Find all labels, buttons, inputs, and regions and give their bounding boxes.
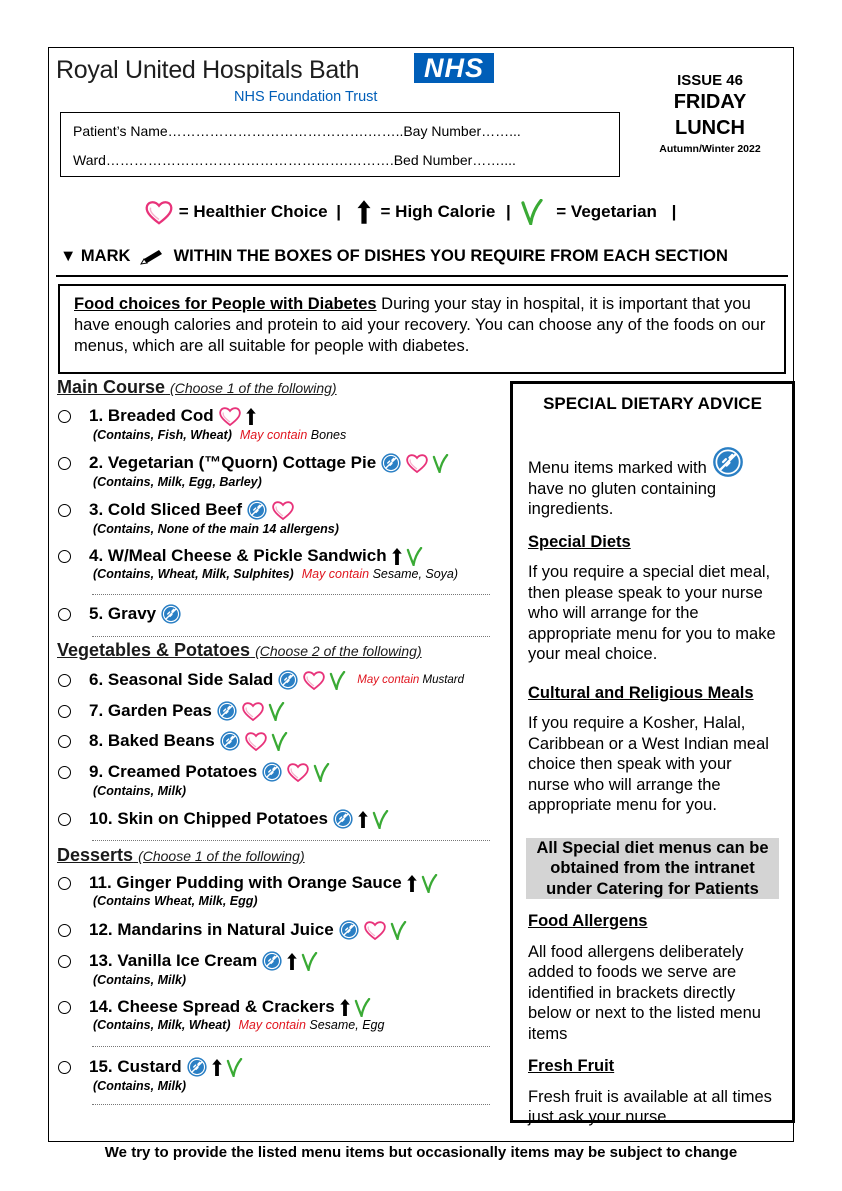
allergen-note: [93, 1079, 246, 1093]
contains-text: (Contains, Milk): [93, 973, 187, 987]
item-name: 7. Garden Peas: [89, 701, 212, 720]
allergen-note: [93, 475, 452, 489]
arrow-up-icon: [356, 199, 372, 225]
gluten-free-icon: [219, 732, 241, 749]
item-icons: [261, 950, 321, 972]
item-icons: [338, 919, 410, 941]
gluten-free-icon: [338, 921, 360, 938]
choice-radio[interactable]: [58, 766, 71, 779]
contains-text: (Contains, Wheat, Milk, Sulphites): [93, 567, 294, 581]
item-name: 15. Custard: [89, 1057, 182, 1076]
cultural-meals-title: Cultural and Religious Meals: [528, 683, 754, 702]
choice-radio[interactable]: [58, 735, 71, 748]
ward-line[interactable]: Ward…………………………………………….……….Bed Number……....: [73, 152, 516, 168]
menu-item: [58, 452, 452, 489]
choice-radio[interactable]: [58, 877, 71, 890]
item-name: 3. Cold Sliced Beef: [89, 500, 243, 519]
diabetes-text: During your stay in hospital, it is important that you have enough calories and protein to aid your recovery. You can choose any of the foods on our menus, which are all suitable for people with diabetes.: [74, 295, 766, 355]
menu-item: [58, 405, 346, 442]
may-contain-value: Sesame, Soya): [372, 567, 459, 581]
special-diets-title: Special Diets: [528, 532, 631, 551]
menu-item: [58, 546, 458, 581]
item-icons: [160, 603, 185, 625]
item-separator: [92, 1104, 490, 1105]
leaf-icon: [268, 702, 285, 719]
leaf-icon: [301, 952, 318, 969]
item-icons: [339, 998, 374, 1017]
gluten-free-icon: [246, 501, 268, 518]
heart-icon: [144, 198, 174, 226]
arrow-up-icon: [391, 547, 403, 564]
item-separator: [92, 1046, 490, 1047]
heart-icon: [405, 454, 429, 471]
heart-icon: [218, 407, 242, 424]
item-icons: [219, 730, 291, 752]
hospital-name: Royal United Hospitals Bath: [56, 56, 360, 84]
section-hint: (Choose 1 of the following): [138, 848, 305, 864]
may-contain-value: Mustard: [422, 674, 465, 686]
may-contain-value: Sesame, Egg: [309, 1018, 385, 1032]
menu-item: [58, 761, 333, 798]
item-name: 1. Breaded Cod: [89, 406, 214, 425]
choice-radio[interactable]: [58, 674, 71, 687]
leaf-icon: [329, 671, 346, 688]
section-title: Main Course: [57, 377, 166, 397]
allergen-note: [93, 1018, 384, 1032]
gluten-free-icon: [711, 445, 745, 479]
fresh-fruit-text: Fresh fruit is available at all times just ask your nurse: [528, 1087, 772, 1126]
contains-text: (Contains, None of the main 14 allergens): [93, 522, 339, 536]
item-icons: [277, 669, 349, 691]
menu-item: [58, 997, 384, 1032]
choice-radio[interactable]: [58, 1001, 71, 1014]
issue-season: Autumn/Winter 2022: [659, 143, 761, 155]
section-hint: (Choose 2 of the following): [255, 643, 422, 659]
gluten-free-icon: [380, 454, 402, 471]
gluten-note-b: have no gluten containing ingredients.: [528, 479, 717, 518]
leaf-icon: [271, 732, 288, 749]
allergen-note: [93, 428, 346, 442]
fresh-fruit-title: Fresh Fruit: [528, 1057, 615, 1075]
food-allergens-title: Food Allergens: [528, 912, 648, 930]
item-name: 5. Gravy: [89, 604, 157, 623]
arrow-up-icon: [406, 874, 418, 891]
special-dietary-advice: [510, 381, 795, 1126]
menu-item: [58, 499, 339, 536]
heart-icon: [241, 702, 265, 719]
item-icons: [216, 700, 288, 722]
allergen-note: [93, 522, 339, 536]
gluten-note-a: Menu items marked with: [528, 458, 707, 477]
item-icons: [391, 547, 426, 566]
gluten-free-icon: [332, 810, 354, 827]
choice-radio[interactable]: [58, 504, 71, 517]
diabetes-title: Food choices for People with Diabetes: [74, 295, 377, 313]
pencil-icon: [139, 248, 165, 266]
issue-day: FRIDAY: [673, 91, 747, 113]
item-name: 10. Skin on Chipped Potatoes: [89, 809, 328, 828]
leaf-icon: [372, 810, 389, 827]
menu-item: [58, 808, 392, 830]
instruction-text: WITHIN THE BOXES OF DISHES YOU REQUIRE FROM EACH SECTION: [173, 247, 728, 265]
may-contain-label: May contain: [239, 428, 308, 442]
item-separator: [92, 840, 490, 841]
choice-radio[interactable]: [58, 410, 71, 423]
section-vegetables: [57, 640, 422, 661]
arrow-up-icon: [211, 1058, 223, 1075]
may-contain-label: May contain: [357, 674, 420, 686]
leaf-icon: [520, 199, 544, 225]
nhs-logo: NHS: [414, 53, 494, 83]
may-contain-label: May contain: [238, 1018, 306, 1032]
icon-legend: [144, 198, 676, 226]
contains-text: (Contains, Milk): [93, 784, 187, 798]
cultural-meals-text: If you require a Kosher, Halal, Caribbean or a West Indian meal choice then speak with your nurse who will arrange the appropriate menu for you.: [528, 714, 769, 814]
item-name: 13. Vanilla Ice Cream: [89, 951, 258, 970]
legend-sep-3: |: [671, 202, 677, 221]
choice-radio[interactable]: [58, 550, 71, 563]
arrow-up-icon: [339, 998, 351, 1015]
arrow-up-icon: [245, 407, 257, 424]
gluten-free-icon: [160, 605, 182, 622]
item-icons: [218, 405, 260, 427]
menu-item: [58, 603, 185, 625]
choice-radio[interactable]: [58, 608, 71, 621]
legend-high-calorie: = High Calorie: [380, 202, 496, 221]
item-name: 2. Vegetarian (™Quorn) Cottage Pie: [89, 453, 377, 472]
item-separator: [92, 636, 490, 637]
allergen-note: [93, 784, 333, 798]
legend-sep-2: |: [506, 202, 511, 221]
special-diets-text: If you require a special diet meal, then please speak to your nurse who will arrange for the appropriate menu for you to make your meal choice.: [528, 563, 776, 663]
contains-text: (Contains, Milk, Wheat): [93, 1018, 231, 1032]
item-name: 11. Ginger Pudding with Orange Sauce: [89, 873, 402, 892]
gluten-free-icon: [261, 952, 283, 969]
leaf-icon: [226, 1058, 243, 1075]
item-name: 8. Baked Beans: [89, 731, 215, 750]
arrow-up-icon: [286, 952, 298, 969]
choice-radio[interactable]: [58, 813, 71, 826]
food-allergens-text: All food allergens deliberately added to foods we serve are identified in brackets directly below or next to the listed menu items: [528, 942, 761, 1043]
heart-icon: [363, 921, 387, 938]
issue-box: [640, 72, 780, 155]
section-hint: (Choose 1 of the following): [170, 380, 337, 396]
contains-text: (Contains, Milk): [93, 1079, 187, 1093]
instruction-prefix: ▼ MARK: [60, 247, 131, 265]
arrow-up-icon: [357, 810, 369, 827]
gluten-free-icon: [277, 671, 299, 688]
gluten-free-icon: [261, 763, 283, 780]
heart-icon: [244, 732, 268, 749]
footer-note: We try to provide the listed menu items but occasionally items may be subject to change: [104, 1144, 738, 1161]
allergen-note: [93, 567, 458, 581]
choice-radio[interactable]: [58, 457, 71, 470]
intranet-note: All Special diet menus can be obtained from the intranet under Catering for Patients: [526, 838, 779, 900]
leaf-icon: [432, 454, 449, 471]
item-name: 14. Cheese Spread & Crackers: [89, 997, 335, 1016]
item-icons: [406, 874, 441, 893]
item-icons: [261, 761, 333, 783]
section-main-course: [57, 377, 337, 398]
trust-name: NHS Foundation Trust: [234, 89, 378, 105]
patient-name-line[interactable]: Patient’s Name…………………………………….……..Bay Number……...: [73, 123, 521, 139]
leaf-icon: [421, 874, 438, 891]
leaf-icon: [406, 547, 423, 564]
leaf-icon: [354, 998, 371, 1015]
item-name: 4. W/Meal Cheese & Pickle Sandwich: [89, 546, 387, 565]
choice-radio[interactable]: [58, 1061, 71, 1074]
menu-item: [58, 669, 464, 691]
diabetes-notice: [58, 284, 786, 374]
heart-icon: [271, 501, 295, 518]
contains-text: (Contains, Fish, Wheat): [93, 428, 232, 442]
menu-item: [58, 919, 410, 941]
legend-vegetarian: = Vegetarian: [556, 202, 657, 221]
menu-item: [58, 730, 291, 752]
patient-details-box: [60, 112, 620, 177]
section-desserts: [57, 845, 305, 866]
advice-title: SPECIAL DIETARY ADVICE: [543, 394, 762, 413]
gluten-free-note: [528, 445, 777, 520]
item-name: 9. Creamed Potatoes: [89, 762, 258, 781]
contains-text: (Contains, Milk, Egg, Barley): [93, 475, 262, 489]
menu-item: [58, 1056, 246, 1093]
item-icons: [246, 499, 298, 521]
gluten-free-icon: [216, 702, 238, 719]
choice-radio[interactable]: [58, 955, 71, 968]
instruction-line: [60, 247, 728, 266]
section-title: Vegetables & Potatoes: [57, 640, 251, 660]
leaf-icon: [313, 763, 330, 780]
choice-radio[interactable]: [58, 705, 71, 718]
item-icons: [380, 452, 452, 474]
legend-healthier: = Healthier Choice: [178, 202, 328, 221]
choice-radio[interactable]: [58, 924, 71, 937]
divider-rule: [56, 275, 788, 277]
allergen-note: [93, 973, 321, 987]
item-icons: [186, 1056, 246, 1078]
item-name: 6. Seasonal Side Salad: [89, 670, 274, 689]
leaf-icon: [390, 921, 407, 938]
may-contain-value: Bones: [310, 428, 347, 442]
heart-icon: [302, 671, 326, 688]
item-name: 12. Mandarins in Natural Juice: [89, 920, 334, 939]
allergen-note: [93, 894, 441, 908]
item-separator: [92, 594, 490, 595]
heart-icon: [286, 763, 310, 780]
menu-item: [58, 700, 288, 722]
issue-meal: LUNCH: [675, 117, 745, 139]
item-icons: [332, 808, 392, 830]
may-contain-label: May contain: [301, 567, 370, 581]
legend-sep-1: |: [336, 202, 342, 221]
gluten-free-icon: [186, 1058, 208, 1075]
contains-text: (Contains Wheat, Milk, Egg): [93, 894, 258, 908]
section-title: Desserts: [57, 845, 134, 865]
menu-item: [58, 950, 321, 987]
issue-number: ISSUE 46: [677, 72, 743, 89]
menu-item: [58, 873, 441, 908]
